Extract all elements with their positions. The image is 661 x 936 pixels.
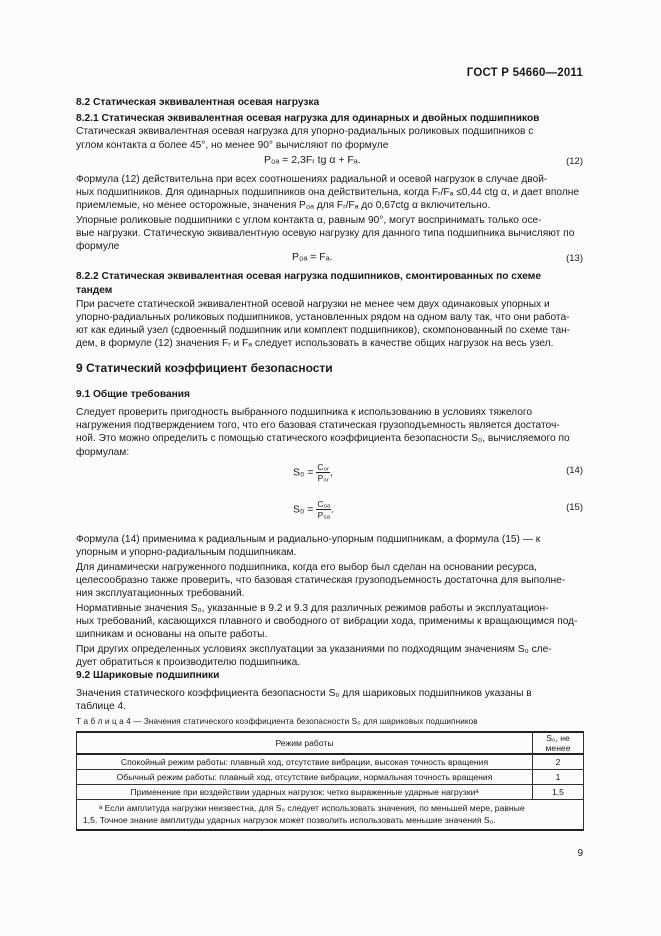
table-footnote-line: 1,5. Точное знание амплитуды ударных нагрузок может позволить использовать меньшие значения S₀. [83,814,496,825]
text-line: Следует проверить пригодность выбранного подшипника к использованию в условиях тяжелого [76,407,533,418]
text-line: упорным и упорно-радиальным подшипникам. [76,547,297,558]
text-line: формулам: [76,447,130,458]
text-line: ния эксплуатационных требований. [76,588,245,599]
section-9-title: 9 Статический коэффициент безопасности [76,361,333,375]
text-line: При расчете статической эквивалентной осевой нагрузки не менее чем двух одинаковых упорных и [76,299,550,310]
formula-15 [293,499,334,520]
table-cell-mode: Обычный режим работы: плавный ход, отсутствие вибрации, нормальная точность вращения [77,769,533,784]
table-cell-value: 2 [533,754,584,769]
text-line: нагружения подтверждением того, что его базовая статическая грузоподъемность является достаточ- [76,420,560,431]
section-8-2-2-title-cont [76,283,584,298]
formula-13-number: (13) [566,253,583,264]
table-cell-mode: Спокойный режим работы: плавный ход, отсутствие вибрации, высокая точность вращения [77,754,533,769]
text-line: Статическая эквивалентная осевая нагрузка для упорно-радиальных роликовых подшипников с [76,126,534,137]
formula-14-tail: , [330,466,333,479]
text-line: Нормативные значения S₀, указанные в 9.2 и 9.3 для различных режимов работы и эксплуатацион- [76,603,549,614]
text-line: Формула (14) применима к радиальным и радиально-упорным подшипникам, а формула (15) — к [76,534,541,545]
text-line: Значения статического коэффициента безопасности S₀ для шариковых подшипников указаны в [76,688,532,699]
section-9-1-title: 9.1 Общие требования [76,389,190,400]
section-9-2-title: 9.2 Шариковые подшипники [76,670,220,681]
table-header-s0: S₀, не менее [533,732,584,754]
formula-15-lhs: S₀ = [293,503,314,516]
text-line: ют как единый узел (сдвоенный подшипник или комплект подшипников), скомпонованный по схеме тан- [76,325,571,336]
paragraph [76,431,586,446]
formula-14-numerator: C₀ᵣ [317,462,330,472]
paragraph [76,699,584,714]
paragraph [76,586,584,601]
paragraph [76,655,584,670]
formula-12: P₀ₐ = 2,3Fᵣ tg α + Fₐ. [264,154,361,166]
text-line: таблице 4. [76,701,126,712]
formula-15-fraction [316,499,331,520]
paragraph [76,545,584,560]
text-line: вые нагрузки. Статическую эквивалентную осевую нагрузку для данного типа подшипника вычисляют по [76,228,575,239]
formula-14-lhs: S₀ = [293,466,314,479]
table-row [77,784,584,799]
paragraph [76,124,586,139]
text-line: углом контакта α более 45°, но менее 90° вычисляют по формуле [76,140,389,151]
formula-14-fraction [316,462,330,483]
section-8-2-2-title [76,269,586,284]
table-4 [76,731,584,831]
text-line: 8.2.2 Статическая эквивалентная осевая нагрузка подшипников, смонтированных по схеме [76,271,541,282]
document-code: ГОСТ Р 54660—2011 [466,67,583,79]
text-line: дем, в формуле (12) значения Fᵣ и Fₐ следует использовать в качестве общих нагрузок на весь узел. [76,338,554,349]
text-line: шипникам и основаны на опыте работы. [76,629,268,640]
section-8-2-title: 8.2 Статическая эквивалентная осевая нагрузка [76,97,320,108]
section-8-2 [76,95,584,110]
text-line: Формула (12) действительна при всех соотношениях радиальной и осевой нагрузок в случае двой- [76,174,548,185]
text-line: дует обратиться к производителю подшипника. [76,657,301,668]
table-row [77,754,584,769]
text-line: ных подшипников. Для одинарных подшипников она действительна, когда Fᵣ/Fₐ ≤0,44 ctg α, и дает вполне [76,187,580,198]
paragraph [76,138,584,153]
paragraph [76,198,584,213]
table-header-mode: Режим работы [77,732,533,754]
table-footnote-row [77,799,584,830]
section-8-2-1-title: 8.2.1 Статическая эквивалентная осевая нагрузка для одинарных и двойных подшипников [76,113,540,124]
text-line: При других определенных условиях эксплуатации за указаниями по подходящим значениям S₀ сле- [76,644,552,655]
text-line: Упорные роликовые подшипники с углом контакта α, равным 90°, могут воспринимать только осе- [76,215,542,226]
paragraph [76,627,584,642]
table-4-caption: Т а б л и ц а 4 — Значения статического коэффициента безопасности S₀ для шариковых подшипников [76,717,478,726]
table-footnote [77,799,584,830]
text-line: ных требований, касающихся плавного и свободного от вибрации хода, применимы к вращающимся под- [76,616,578,627]
formula-15-number: (15) [566,502,583,513]
paragraph [76,445,584,460]
table-footnote-line: ᵃ Если амплитуда нагрузки неизвестна, для S₀ следует использовать значения, по меньшей мере, равные [99,802,525,813]
formula-14-number: (14) [566,465,583,476]
text-line: ной. Это можно определить с помощью статического коэффициента безопасности S₀, вычисляемого по [76,433,570,444]
text-line: приемлемые, но менее осторожные, значения P₀ₐ для Fᵣ/Fₐ до 0,67ctg α включительно. [76,200,491,211]
text-line: Для динамически нагруженного подшипника, когда его выбор был сделан на основании ресурса, [76,562,537,573]
table-cell-value: 1,5 [533,784,584,799]
formula-15-tail: . [331,503,335,516]
text-line: упорно-радиальных роликовых подшипников, установленных рядом на одном валу так, что они работа- [76,312,570,323]
formula-14 [293,462,333,483]
table-cell-value: 1 [533,769,584,784]
text-line: тандем [76,285,113,296]
formula-15-denominator: P₀ₐ [317,510,330,520]
formula-15-numerator: C₀ₐ [317,499,331,509]
paragraph [76,336,586,351]
formula-14-denominator: P₀ᵣ [317,473,329,483]
table-cell-mode: Применение при воздействии ударных нагрузок: четко выраженные ударные нагрузкиᵃ [77,784,533,799]
table-row [77,769,584,784]
text-line: формуле [76,241,120,252]
formula-12-number: (12) [566,156,583,167]
formula-13: P₀ₐ = Fₐ. [292,251,333,263]
table-header-row [77,732,584,754]
text-line: целесообразно также проверить, что базовая статическая грузоподъемность достаточна для выполне- [76,575,566,586]
page-number: 9 [577,848,583,859]
